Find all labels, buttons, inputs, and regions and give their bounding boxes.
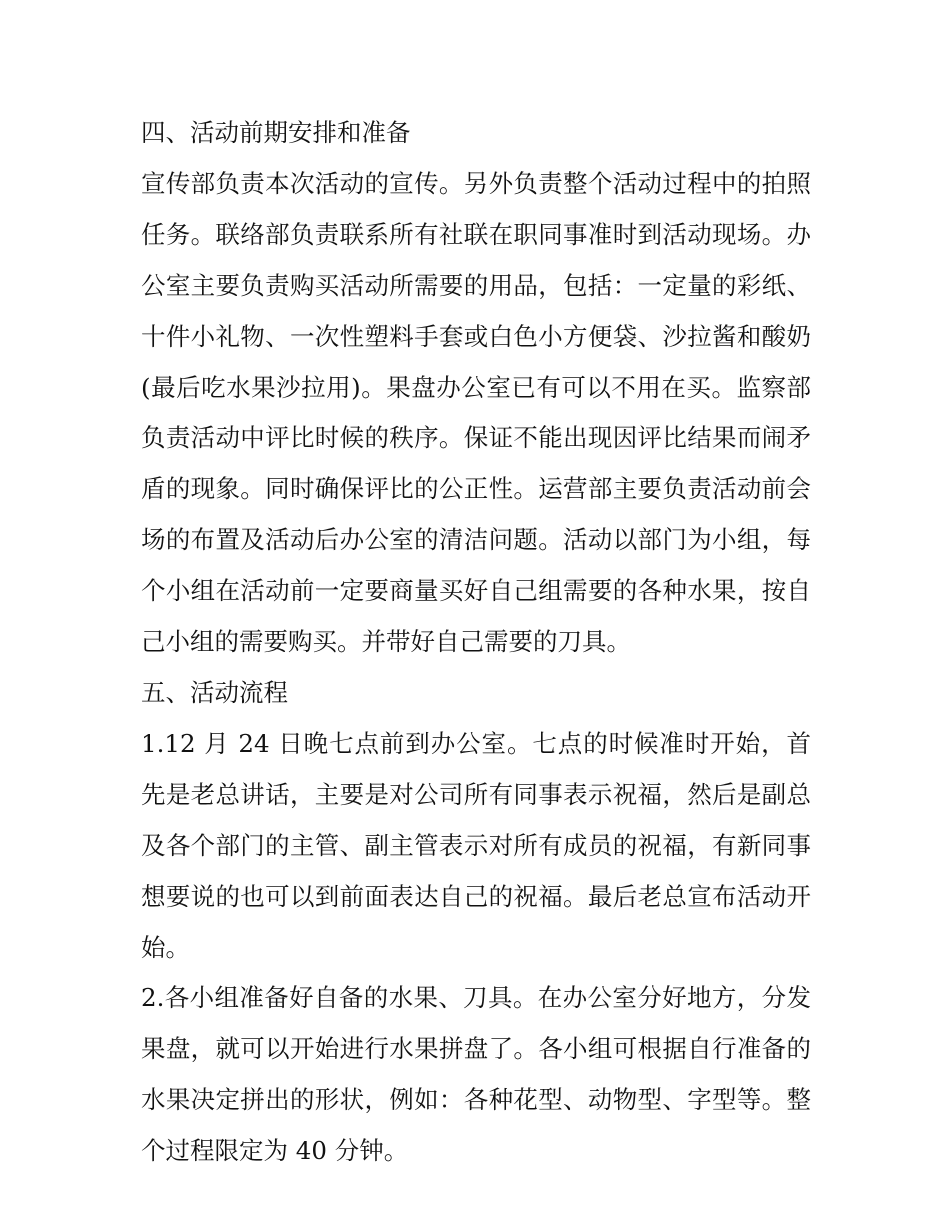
section-heading-preparation: 四、活动前期安排和准备 — [141, 118, 411, 147]
process-step-2: 2.各小组准备好自备的水果、刀具。在办公室分好地方，分发果盘，就可以开始进行水果拼盘了。各小组可根据自行准备的水果决定拼出的形状，例如：各种花型、动物型、字型等。整个过程限定为 40 分钟。 — [141, 983, 811, 1166]
document-body — [141, 108, 811, 1177]
section-heading-process: 五、活动流程 — [141, 677, 288, 707]
process-step-1: 1.12 月 24 日晚七点前到办公室。七点的时候准时开始，首先是老总讲话，主要是对公司所有同事表示祝福，然后是副总及各个部门的主管、副主管表示对所有成员的祝福，有新同事想要说的也可以到前面表达自己的祝福。最后老总宣布活动开始。 — [141, 728, 811, 962]
paragraph-preparation: 宣传部负责本次活动的宣传。另外负责整个活动过程中的拍照任务。联络部负责联系所有社联在职同事准时到活动现场。办公室主要负责购买活动所需要的用品，包括：一定量的彩纸、十件小礼物、一次性塑料手套或白色小方便袋、沙拉酱和酸奶(最后吃水果沙拉用)。果盘办公室已有可以不用在买。监察部负责活动中评比时候的秩序。保证不能出现因评比结果而闹矛盾的现象。同时确保评比的公正性。运营部主要负责活动前会场的布置及活动后办公室的清洁问题。活动以部门为小组，每个小组在活动前一定要商量买好自己组需要的各种水果，按自己小组的需要购买。并带好自己需要的刀具。 — [141, 168, 811, 657]
